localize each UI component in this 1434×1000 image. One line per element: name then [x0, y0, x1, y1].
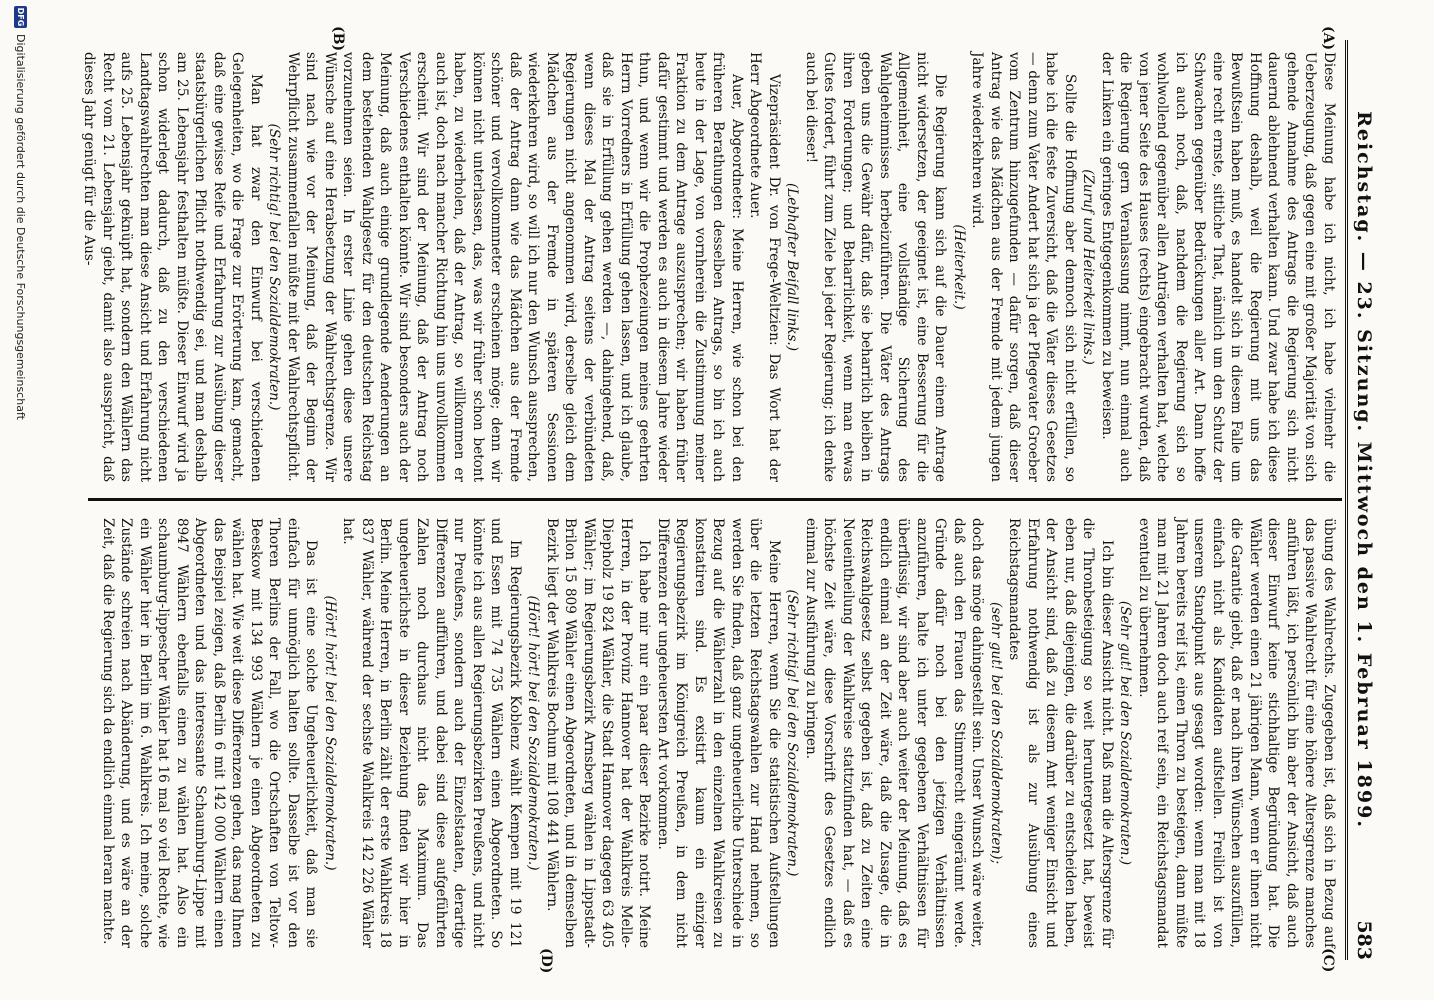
margin-marker-d: (D): [538, 948, 554, 974]
speaker-paragraph: Auer, Abgeordneter: Meine Herren, wie schon bei den früheren Berathungen desselben Antrags, so bin ich auch heute in der Lage, von vornherein die Zustimmung meiner Fraktion zu dem Antrage auszusprechen; wir haben früher dafür gestimmt und werden es auch in diesem Jahre wieder thun, und wenn wir die Prophezeiungen meines geehrten Herrn Vorredners in Erfüllung gehen lassen, und ich glaube, daß sie in Erfüllung gehen werden —, dahingehend, daß, wenn dieses Mal der Antrag seitens der verbündeten Regierungen nicht angenommen wird, derselbe gleich dem Mädchen aus der Fremde in späteren Sessionen wiederkehren wird, so will ich nur den Wunsch aussprechen, daß der Antrag dann wie das Mädchen aus der Fremde schöner und vervollkommneter erscheinen möge; denn wir können nicht unterlassen, das, was wir früher schon betont haben, zu wiederholen, daß der Antrag, so willkommen er auch ist, doch nach mancher Richtung hin uns unvollkommen erscheint. Wir sind der Meinung, daß der Antrag noch Verschiedenes enthalten könnte. Wir sind besonders auch der Meinung, daß auch einige grundlegende Aenderungen an dem bestehenden Wahlgesetz für den deutschen Reichstag vorzunehmen seien. In erster Linie gehen diese unsere Wünsche auf eine Herabsetzung der Wahlrechtsgrenze. Wir sind nach wie vor der Meinung, daß der Beginn der Wehrpflicht zusammenfallen müßte mit der Wahlrechtspflicht.: [285, 52, 745, 482]
margin-marker-c: (C): [1320, 948, 1336, 973]
digitization-footer: [12, 0, 30, 1000]
paragraph: Das ist eine solche Ungeheuerlichkeit, daß man sie einfach für unmöglich halten sollte. Dasselbe ist vor den Thoren Berlins der Fall, wo die Ortschaften von Teltow-Beeskow mit 134 993 Wählern je einen Abgeordneten zu wählen hat. Wie weit diese Differenzen gehen, das mag Ihnen das Beispiel zeigen, daß Berlin 6 mit 142 000 Wählern einen Abgeordneten und das interessante Schaumburg-Lippe mit 8947 Wählern ebenfalls einen zu wählen hat. Also ein schaumburg-lippescher Wähler hat 16 mal so viel Rechte, wie ein Wähler hier in Berlin im 6. Wahlkreis. Ich meine, solche Zustände schreien nach Abänderung, und es wäre an der Zeit, daß die Regierung sich da endlich einmal heran machte.: [100, 518, 320, 948]
paragraph: Man hat zwar den Einwurf bei verschiedenen Gelegenheiten, wo die Frage zur Erörterung kam, gemacht, daß eine gewisse Reife und Erfahrung zur Ausübung dieser staatsbürgerlichen Pflicht nothwendig sei, und man deshalb am 25. Lebensjahr festhalten müßte. Dieser Einwurf wird ja schon widerlegt dadurch, daß zu den verschiedenen Landtagswahlrechten man diese Ansicht und Erfahrung nicht aufs 25. Lebensjahr geknüpft hat, sondern den Wählern das Recht vom 21. Lebensjahr giebt, damit also ausspricht, daß dieses Jahr genügt für die Aus-: [81, 52, 264, 482]
page-title: Reichstag. — 23. Sitzung. Mittwoch den 1. Februar 1899.: [1353, 111, 1375, 829]
left-column: [81, 52, 1338, 482]
reaction-note: (Lebhafter Beifall links.): [784, 182, 801, 352]
reaction-note: (Zuruf und Heiterkeit links.): [1080, 169, 1097, 365]
reaction-note: (Hört! hört! bei den Sozialdemokraten.): [322, 595, 338, 871]
dfg-logo: DFG: [16, 7, 26, 27]
speaker-paragraph: Vizepräsident Dr. von Frege-Weltzien: Das Wort hat der Herr Abgeordnete Auer.: [747, 52, 782, 482]
margin-marker-a: (A): [1320, 26, 1336, 51]
right-column: [90, 518, 1338, 948]
paragraph: Ich bin dieser Ansicht nicht. Daß man die Altersgrenze für die Thronbesteigung so weit heruntergesetzt hat, beweist eben nur, daß diejenigen, die darüber zu entscheiden haben, der Ansicht sind, daß zu diesem Amt weniger Einsicht und Erfahrung nothwendig ist als zur Ausübung eines Reichstagsmandates: [1006, 518, 1115, 948]
header-rule: [1345, 40, 1348, 960]
paragraph: Die Regierung kann sich auf die Dauer einem Antrage nicht widersetzen, der geeignet ist, eine Besserung für die Allgemeinheit, eine vollständige Sicherung des Wahlgeheimnisses herbeizuführen. Die Väter des Antrags geben uns die Gewähr dafür, daß sie beharrlich bleiben in ihren Forderungen; und Beharrlichkeit, wenn man etwas Gutes fordert, führt zum Ziele bei jeder Regierung; ich denke auch bei dieser!: [803, 52, 949, 482]
paragraph: Ich habe mir nur ein paar dieser Bezirke notirt. Meine Herren, in der Provinz Hannover hat der Wahlkreis Melle-Diepholz 19 824 Wähler, die Stadt Hannover dagegen 63 405 Wähler; im Regierungsbezirk Arnsberg wählen in Lippstadt-Brilon 15 809 Wähler einen Abgeordneten, und in demselben Bezirk liegt der Wahlkreis Bochum mit 108 441 Wählern.: [544, 518, 653, 948]
page-number: 583: [1353, 920, 1375, 960]
reaction-note: (sehr gut! bei den Sozialdemokraten);: [988, 601, 1004, 865]
footer-text: Digitalisierung gefördert durch die Deutsche Forschungsgemeinschaft: [14, 34, 28, 420]
margin-marker-b: (B): [330, 26, 346, 52]
running-header: [1352, 40, 1376, 960]
reaction-note: (Sehr richtig! bei den Sozialdemokraten.): [784, 589, 801, 877]
reaction-note: (Heiterkeit.): [951, 224, 967, 310]
paragraph: Sollte die Hoffnung aber dennoch sich nicht erfüllen, so habe ich die feste Zuversicht, daß die Väter dieses Gesetzes — denn zum Vater Andert hat sich ja der Pflegevater Groeber vom Zentrum hinzugefunden — dafür sorgen, daß dieser Antrag wie das Mädchen aus der Fremde mit jedem jungen Jahre wiederkehren wird.: [969, 52, 1078, 482]
paragraph: Im Regierungsbezirk Koblenz wählt Kempen mit 19 121 und Essen mit 74 735 Wählern einen Abgeordneten. So könnte ich aus allen Regierungsbezirken Preußens, und nicht nur Preußens, sondern auch der Einzelstaaten, derartige Differenzen aufführen, und dabei sind diese aufgeführten Zahlen noch durchaus nicht das Maximum. Das ungeheuerlichste in dieser Beziehung finden wir hier in Berlin. Meine Herren, in Berlin zählt der erste Wahlkreis 18 837 Wähler, während der sechste Wahlkreis 142 226 Wähler hat.: [340, 518, 523, 948]
column-divider: [88, 498, 1342, 501]
paragraph: übung des Wahlrechts. Zugegeben ist, daß sich in Bezug auf das passive Wahlrecht für eine höhere Altersgrenze manches anführen läßt, ich persönlich bin aber der Ansicht, daß auch dieser Einwurf keine stichhaltige Begründung hat. Die Wähler werden einen 21 jährigen Mann, wenn er ihnen nicht die Garantie giebt, daß er nach ihren Wünschen auszufüllen, einfach nicht als Kandidaten aufstellen. Freilich ist von unserem Standpunkt aus gesagt worden: wenn man mit 18 Jahren bereits reif ist, einen Thron zu besteigen, dann müßte man mit 21 Jahren doch auch reif sein, ein Reichstagsmandat eventuell zu übernehmen.: [1136, 518, 1337, 948]
paragraph: Diese Meinung habe ich nicht, ich habe vielmehr die Ueberzeugung, daß gegen eine mit großer Majorität von sich gehende Annahme des Antrags die Regierung sich nicht dauernd ablehnend verhalten kann. Und zwar habe ich diese Hoffnung deshalb, weil die Regierung mit uns das Bewußtsein haben muß, es handelt sich in diesem Falle um eine recht ernste, sittliche That, nämlich um den Schutz der Schwachen gegenüber Bedrückungen aller Art. Dann hoffe ich auch noch, daß, nachdem die Regierung sich so wohlwollend gegenüber allen Anträgen verhalten hat, welche von jener Seite des Hauses (rechts) eingebracht wurden, daß die Regierung gern Veranlassung nimmt, nun einmal auch der Linken ein geringes Entgegenkommen zu beweisen.: [1099, 52, 1337, 482]
reaction-note: (Hört! hört! bei den Sozialdemokraten.): [525, 595, 542, 871]
reaction-note: (Sehr richtig! bei den Sozialdemokraten.): [266, 123, 283, 411]
paragraph: doch das möge dahingestellt sein. Unser Wunsch wäre weiter, daß auch den Frauen das Stimmrecht eingeräumt werde. Gründe dafür noch bei den jetzigen Verhältnissen anzuführen, halte ich unter gegebenen Verhältnissen für überflüssig, wir sind aber auch weiter der Meinung, daß es endlich einmal an der Zeit wäre, daß die Zusage, die in Reichswahlgesetz selbst gegeben ist, daß zu Zeiten eine Neueintheilung der Wahlkreise stattzufinden hat, — daß es höchste Zeit wäre, diese Vorschrift des Gesetzes endlich einmal zur Ausführung zu bringen.: [803, 518, 986, 948]
paragraph: Meine Herren, wenn Sie die statistischen Aufstellungen über die letzten Reichstagswahlen zur Hand nehmen, so werden Sie finden, daß ganz ungeheuerliche Unterschiede in Bezug auf die Wählerzahl in den einzelnen Wahlkreisen zu konstatiren sind. Es existirt kaum ein einziger Regierungsbezirk im Königreich Preußen, in dem nicht Differenzen der ungeheuersten Art vorkommen.: [655, 518, 782, 948]
reaction-note: (Sehr gut! bei den Sozialdemokraten.): [1117, 600, 1134, 866]
